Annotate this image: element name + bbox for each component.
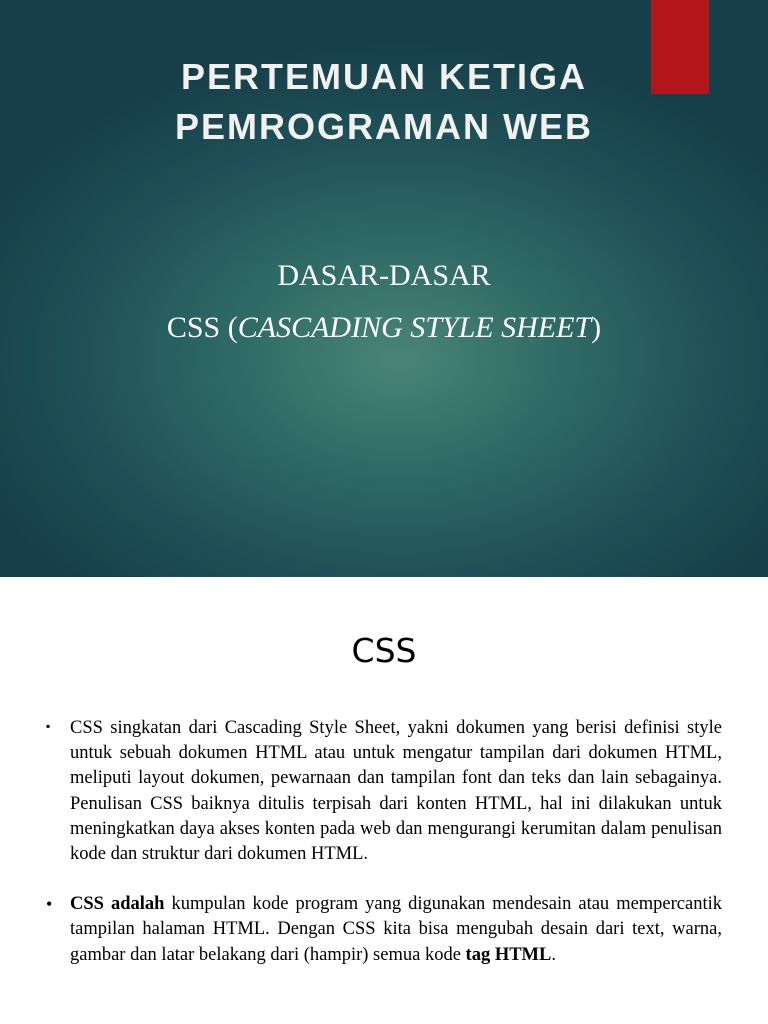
content-heading: CSS — [351, 631, 417, 670]
bold-term-tag-html: tag HTML — [465, 944, 552, 965]
subtitle-italic: CASCADING STYLE SHEET — [237, 311, 592, 344]
subtitle-line-1: DASAR-DASAR — [277, 259, 491, 292]
bullet-text-1: CSS singkatan dari Cascading Style Sheet, yakni dokumen yang berisi definisi style untuk sebuah dokumen HTML atau untuk mengatur tampilan dari dokumen HTML, meliputi layout dokumen, pewarnaan dan tampilan font dan teks dan lain sebagainya. Penulisan CSS baiknya ditulis terpisah dari konten HTML, hal ini dilakukan untuk meningkatkan daya akses konten pada web dan mengurangi kerumitan dalam penulisan kode dan struktur dari dokumen HTML. — [70, 718, 722, 865]
subtitle-prefix: CSS ( — [166, 311, 238, 344]
bullet-2-body: kumpulan kode program yang digunakan mendesain atau mempercantik tampilan halaman HTML. Dengan CSS kita bisa mengubah desain dari text, warna, gambar dan latar belakang dari (hampir) semua kode — [70, 894, 723, 965]
subtitle-line-2 — [0, 302, 768, 354]
title-line-2: PEMROGRAMAN WEB — [175, 106, 593, 147]
bold-term-css-adalah: CSS adalah — [70, 894, 165, 915]
round-bullet-icon: • — [46, 894, 53, 915]
bullet-text-2 — [70, 892, 722, 968]
subtitle-suffix: ) — [591, 311, 602, 344]
square-bullet-icon: ▪ — [46, 719, 51, 733]
slide-subtitle — [0, 250, 768, 354]
list-item — [44, 716, 722, 867]
content-slide — [0, 577, 768, 1024]
bullet-2-end: . — [551, 944, 556, 965]
slide-title — [0, 52, 768, 152]
list-item — [44, 892, 722, 968]
bullet-list — [44, 716, 722, 993]
title-line-1: PERTEMUAN KETIGA — [180, 56, 587, 97]
